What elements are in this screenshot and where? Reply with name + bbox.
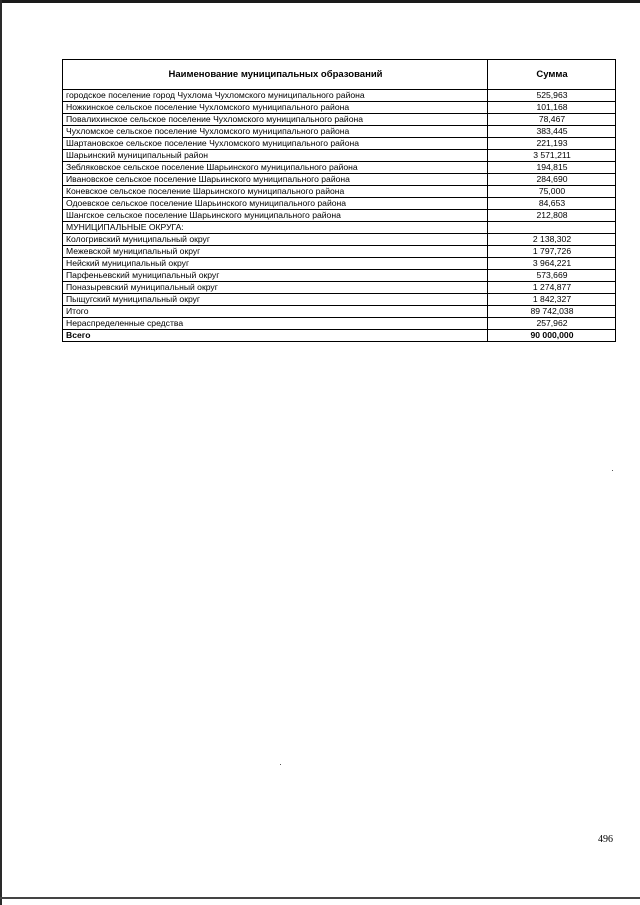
- row-name: городское поселение город Чухлома Чухломского муниципального района: [63, 90, 488, 102]
- row-sum: 194,815: [488, 162, 616, 174]
- row-name: Кологривский муниципальный округ: [63, 234, 488, 246]
- row-sum: 257,962: [488, 318, 616, 330]
- table-row: [63, 186, 616, 198]
- row-name: Шангское сельское поселение Шарьинского муниципального района: [63, 210, 488, 222]
- page-number: 496: [598, 834, 613, 845]
- table-row: [63, 138, 616, 150]
- table-row: [63, 126, 616, 138]
- table-row: [63, 198, 616, 210]
- row-sum: 90 000,000: [488, 330, 616, 342]
- header-sum: Сумма: [488, 60, 616, 90]
- table-row: [63, 294, 616, 306]
- table-row: [63, 162, 616, 174]
- budget-table: [62, 59, 616, 342]
- row-sum: 573,669: [488, 270, 616, 282]
- row-name: Коневское сельское поселение Шарьинского муниципального района: [63, 186, 488, 198]
- table-row: [63, 222, 616, 234]
- row-name: Парфеньевский муниципальный округ: [63, 270, 488, 282]
- row-sum: 1 842,327: [488, 294, 616, 306]
- row-sum: 525,963: [488, 90, 616, 102]
- table-body: [63, 90, 616, 342]
- row-name: Повалихинское сельское поселение Чухломского муниципального района: [63, 114, 488, 126]
- table-row: [63, 258, 616, 270]
- row-name: Ножкинское сельское поселение Чухломского муниципального района: [63, 102, 488, 114]
- table-row: [63, 318, 616, 330]
- row-sum: 101,168: [488, 102, 616, 114]
- table-row: [63, 90, 616, 102]
- scan-speck: [280, 764, 281, 765]
- table-row: [63, 306, 616, 318]
- table-row: [63, 282, 616, 294]
- row-name: Межевской муниципальный округ: [63, 246, 488, 258]
- table-row: [63, 270, 616, 282]
- row-sum: 3 964,221: [488, 258, 616, 270]
- table-row: [63, 174, 616, 186]
- row-name: Итого: [63, 306, 488, 318]
- row-name: Зебляковское сельское поселение Шарьинского муниципального района: [63, 162, 488, 174]
- row-name: Пыщугский муниципальный округ: [63, 294, 488, 306]
- table-row: [63, 150, 616, 162]
- row-name: МУНИЦИПАЛЬНЫЕ ОКРУГА:: [63, 222, 488, 234]
- row-name: Чухломское сельское поселение Чухломского муниципального района: [63, 126, 488, 138]
- row-sum: 284,690: [488, 174, 616, 186]
- row-sum: [488, 222, 616, 234]
- row-name: Поназыревский муниципальный округ: [63, 282, 488, 294]
- row-sum: 221,193: [488, 138, 616, 150]
- header-name: Наименование муниципальных образований: [63, 60, 488, 90]
- table-row: [63, 330, 616, 342]
- table-row: [63, 114, 616, 126]
- row-sum: 383,445: [488, 126, 616, 138]
- table-row: [63, 102, 616, 114]
- row-sum: 1 274,877: [488, 282, 616, 294]
- scan-speck: [612, 470, 613, 471]
- scan-edge-left: [0, 0, 2, 905]
- table-row: [63, 234, 616, 246]
- table-row: [63, 246, 616, 258]
- row-sum: 2 138,302: [488, 234, 616, 246]
- row-name: Всего: [63, 330, 488, 342]
- row-name: Шарьинский муниципальный район: [63, 150, 488, 162]
- row-name: Шартановское сельское поселение Чухломского муниципального района: [63, 138, 488, 150]
- row-sum: 3 571,211: [488, 150, 616, 162]
- scan-edge-top: [0, 0, 640, 3]
- table-row: [63, 210, 616, 222]
- row-name: Нейский муниципальный округ: [63, 258, 488, 270]
- row-sum: 75,000: [488, 186, 616, 198]
- row-name: Ивановское сельское поселение Шарьинского муниципального района: [63, 174, 488, 186]
- row-sum: 84,653: [488, 198, 616, 210]
- table-header-row: [63, 60, 616, 90]
- row-sum: 212,808: [488, 210, 616, 222]
- row-sum: 78,467: [488, 114, 616, 126]
- row-sum: 89 742,038: [488, 306, 616, 318]
- scan-edge-bottom: [0, 897, 640, 899]
- row-name: Одоевское сельское поселение Шарьинского муниципального района: [63, 198, 488, 210]
- row-sum: 1 797,726: [488, 246, 616, 258]
- row-name: Нераспределенные средства: [63, 318, 488, 330]
